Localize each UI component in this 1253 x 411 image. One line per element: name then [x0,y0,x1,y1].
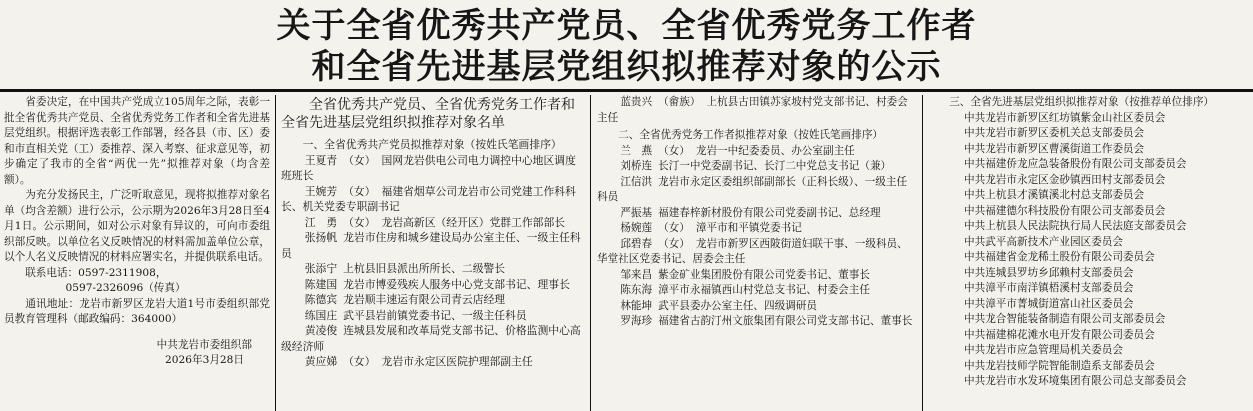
person-name: 陈东海 [620,284,653,296]
person-name: 王婉芳 [304,184,338,198]
contact-fax: 0597-2326096（传真） [65,282,186,294]
section-heading-3: 三、全省先进基层党组织拟推荐对象（按推荐单位排序） [949,96,1215,108]
party-member-list-cont [597,95,917,126]
list-item [281,308,583,324]
person-note: （畲族） [658,96,701,108]
person-title: 长汀一中党委副书记、长汀二中党总支书记（兼） [658,160,892,172]
person-name: 江信洪 [620,175,653,188]
list-item [597,206,917,222]
organization-item: 中共福建德尔科技股份有限公司支部委员会 [964,204,1166,217]
list-heading: 全省优秀共产党员、全省优秀党务工作者和全省先进基层党组织拟推荐对象名单 [281,97,575,131]
person-title: 龙岩顺丰速运有限公司青云店经理 [343,293,506,306]
title-line-2: 和全省先进基层党组织拟推荐对象的公示 [311,47,942,87]
person-title: 龙岩市永定区医院护理部副主任 [381,355,533,368]
organization-item: 中共福建侨龙应急装备股份有限公司支部委员会 [964,158,1187,170]
phone-label: 联系电话： [25,266,79,279]
person-title: 龙岩高新区（经开区）党群工作部部长 [381,215,566,229]
person-title: 紫金矿业集团股份有限公司党委书记、董事长 [658,268,870,281]
person-name: 黄应娣 [304,355,338,368]
page-title [0,6,1253,88]
list-item [597,299,917,315]
organization-item: 中共龙岩市应急管理局机关委员会 [964,344,1123,356]
person-name: 练国庄 [304,308,338,322]
person-note: （女） [658,222,690,234]
person-name: 邹来昌 [620,268,653,281]
list-item [597,268,917,284]
list-column-1 [281,95,583,411]
person-title: 漳平市和平镇党委书记 [695,222,802,234]
list-item [597,283,917,299]
person-name: 罗海珍 [620,315,653,327]
person-note: （女） [658,144,690,157]
person-title: 龙岩市博爱残疾人服务中心党支部书记、理事长 [343,277,570,291]
list-item [597,314,917,330]
organization-item: 中共福建省金龙稀土股份有限公司委员会 [964,251,1155,263]
person-title: 福建省烟草公司龙岩市公司党建工作科科长、机关党委专职副书记 [281,184,576,213]
person-title: 福建春梓新材股份有限公司党委副书记、总经理 [658,206,881,219]
person-title: 龙岩市永定区委组织部副部长（正科长级）、一级主任科员 [597,175,908,203]
list-item [281,230,583,261]
list-item [597,95,917,126]
list-item [597,159,917,175]
phone-number-1: 0597-2311908， [78,266,167,279]
list-item [281,292,583,308]
person-name: 严振基 [620,206,653,219]
announcement-para-1: 省委决定，在中国共产党成立105周年之际，表彰一批全省优秀共产党员、全省优秀党务工作者和全省先进基层党组织。根据评选表彰工作部署，经各县（市、区）委和市直相关党（工）委推荐、深入考察、征求意见等，初步确定了我市的全省“两优一先”拟推荐对象（均含差额）。 [4,96,270,186]
list-column-3 [928,95,1248,411]
announcement-column [4,95,270,411]
list-item [597,175,917,206]
person-name: 邱碧春 [620,237,653,250]
person-name: 刘桥连 [620,160,653,172]
organization-item: 中共龙岩市新罗区曹溪街道工作委员会 [964,142,1145,155]
person-note: （女） [658,237,690,250]
person-note: （女） [343,355,376,368]
title-divider [0,89,1253,92]
person-name: 杨婉莲 [620,222,653,234]
person-name: 蓝贵兴 [620,96,653,108]
contact-address: 通讯地址：龙岩市新罗区龙岩大道1号市委组织部党员教育管理科（邮政编码：364000） [4,297,270,325]
person-title: 上杭县旧县派出所所长、二级警长 [343,262,506,275]
organization-item: 中共龙岩市水发环境集团有限公司总支部委员会 [964,375,1187,387]
organization-item: 中共龙合智能装备制造有限公司支部委员会 [964,313,1166,325]
contact-phone [4,266,270,282]
person-name: 江 勇 [304,215,338,229]
person-name: 黄凌俊 [304,324,338,337]
organization-item: 中共漳平市菁城街道富山社区委员会 [964,297,1134,310]
organization-item: 中共龙岩技师学院智能制造系支部委员会 [964,359,1155,372]
person-note: （女） [343,184,376,198]
list-column-2 [597,95,917,411]
organization-item: 中共上杭县才溪镇溪北村总支部委员会 [964,189,1145,201]
list-item [281,277,583,293]
section-heading-2: 二、全省优秀党务工作者拟推荐对象（按姓氏笔画排序） [618,129,884,141]
organization-item: 中共龙岩市新罗区委机关总支部委员会 [964,127,1145,139]
column-divider [922,95,923,411]
person-title: 武平县岩前镇党委书记、一级主任科员 [343,308,527,322]
organization-item: 中共福建棉花滩水电开发有限公司委员会 [964,328,1155,341]
person-title: 龙岩市新罗区西陂街道妇联干事、一级科员、华堂社区党委书记、居委会主任 [597,237,908,265]
list-item [281,153,583,184]
person-name: 王夏青 [304,153,338,167]
title-line-1: 关于全省优秀共产党员、全省优秀党务工作者 [276,6,977,46]
person-title: 武平县委办公室主任、四级调研员 [658,299,817,312]
list-item [597,144,917,160]
organization-item: 中共上杭县人民法院执行局人民法庭支部委员会 [964,220,1187,232]
column-divider [590,95,591,411]
person-note: （女） [343,153,376,167]
organization-item: 中共连城县罗坊乡邱赖村支部委员会 [964,266,1134,279]
person-name: 张添宁 [304,262,338,275]
person-title: 漳平市永福镇西山村党总支书记、村委会主任 [658,284,870,296]
party-organization-list [928,111,1248,390]
column-divider [275,95,276,411]
person-title: 国网龙岩供电公司电力调控中心地区调度班班长 [281,153,576,182]
person-title: 上杭县古田镇苏家坡村党支部书记、村委会主任 [597,96,908,124]
list-item [281,215,583,231]
signer: 中共龙岩市委组织部 [156,338,252,351]
announcement-para-2: 为充分发扬民主，广泛听取意见，现将拟推荐对象名单（均含差额）进行公示，公示期为2026年3月28日至4月1日。公示期间，如对公示对象有异议的，可向市委组织部反映。以单位名义反映情况的材料需加盖单位公章，以个人名义反映情况的材料应署实名，并提供联系电话。 [4,189,270,263]
person-title: 连城县发展和改革局党支部书记、价格监测中心高级经济师 [281,324,581,353]
person-note: （女） [343,215,376,229]
person-name: 张扬帆 [304,231,338,244]
list-item [281,261,583,277]
list-item [281,184,583,215]
person-name: 林能坤 [620,299,653,312]
list-item [281,354,583,370]
organization-item: 中共龙岩市新罗区红坊镇紫金山社区委员会 [964,111,1166,124]
list-item [281,323,583,354]
person-title: 福建省古韵汀州文旅集团有限公司党支部书记、董事长 [658,315,913,327]
organization-item: 中共武平高新技术产业园区委员会 [964,235,1123,248]
organization-item: 中共漳平市南洋镇梧溪村支部委员会 [964,282,1134,294]
section-heading-1: 一、全省优秀共产党员拟推荐对象（按姓氏笔画排序） [302,138,562,151]
party-member-list [281,153,583,370]
person-title: 龙岩一中纪委委员、办公室副主任 [695,144,855,157]
list-item [597,237,917,268]
organization-item: 中共龙岩市永定区金砂镇西田村支部委员会 [964,173,1166,186]
person-name: 陈建国 [304,277,338,291]
sign-date: 2026年3月28日 [165,354,244,366]
person-name: 兰 燕 [620,144,653,157]
list-item [597,221,917,237]
person-title: 龙岩市住房和城乡建设局办公室主任、一级主任科员 [281,231,581,260]
person-name: 陈德宾 [304,293,338,306]
party-worker-list [597,144,917,330]
